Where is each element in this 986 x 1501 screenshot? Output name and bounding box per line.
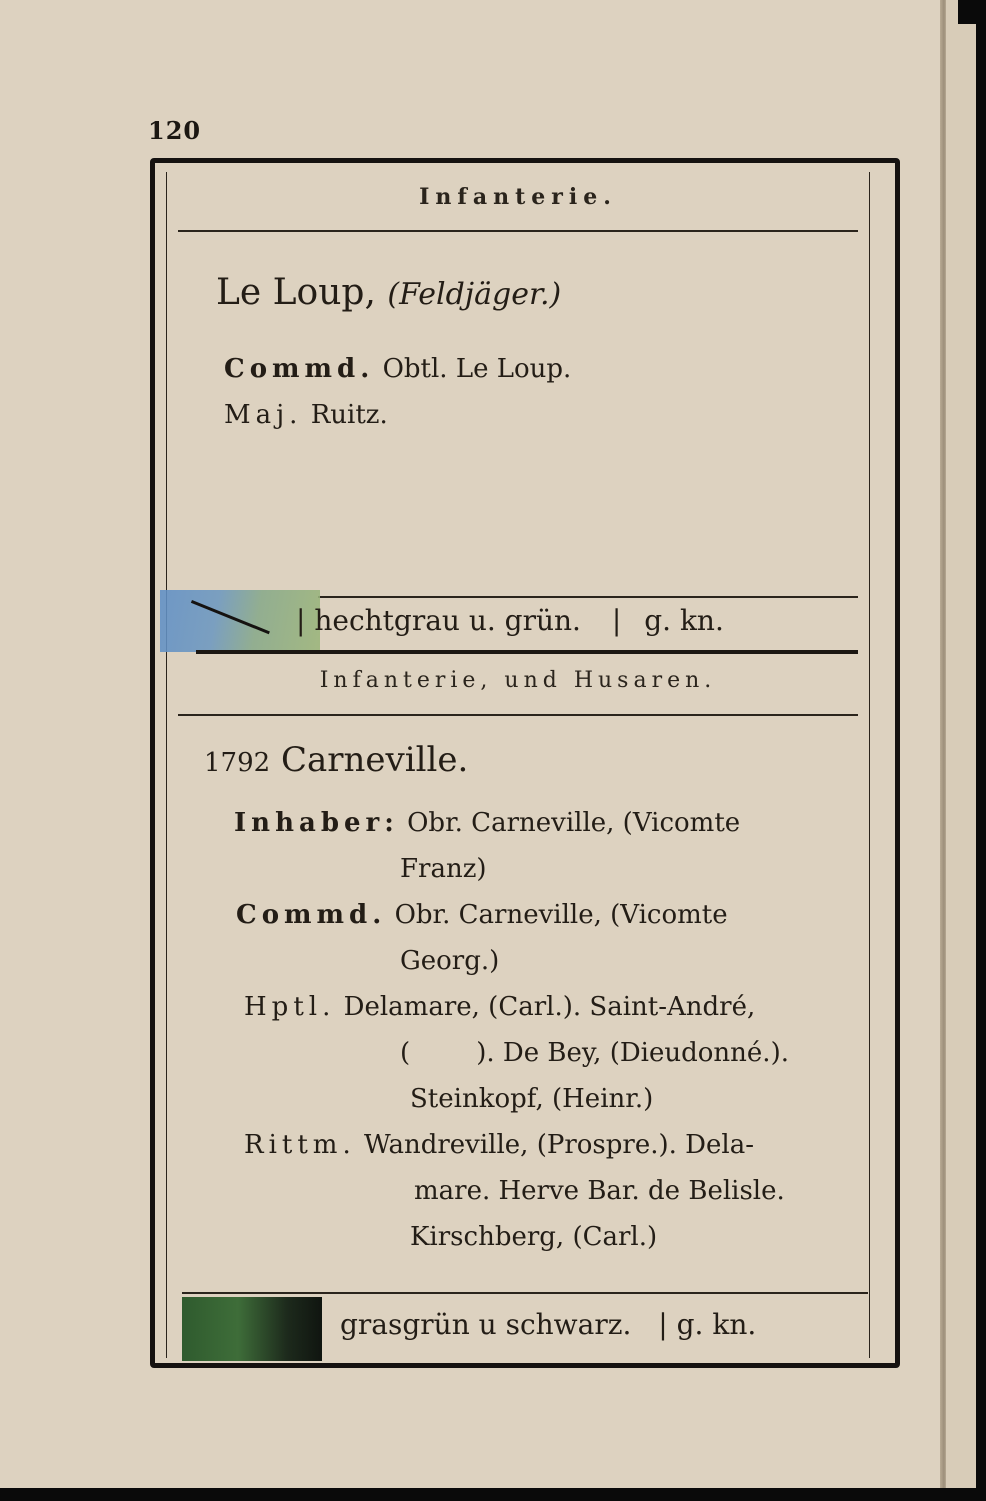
uniform2-buttons: g. kn.: [676, 1308, 757, 1341]
entry-text: Wandreville, (Prospre.). Dela-: [363, 1130, 754, 1160]
section2-header-rule: [178, 714, 858, 716]
entry-text: Ruitz.: [310, 400, 388, 430]
section1-line-commd: [224, 354, 571, 384]
section1-title-note: (Feldjäger.): [387, 277, 562, 312]
uniform1-top-rule: [318, 596, 858, 598]
uniform2-line: [340, 1308, 756, 1341]
entry-text: Kirschberg, (Carl.): [410, 1222, 658, 1252]
entry-text: ( ). De Bey, (Dieudonné.).: [400, 1038, 789, 1068]
entry-continuation: [400, 946, 499, 976]
uniform2-top-rule: [182, 1292, 868, 1294]
entry-continuation: [400, 1038, 789, 1068]
uniform1-colors: hechtgrau u. grün.: [314, 604, 581, 637]
section1-title-name: Le Loup,: [216, 272, 376, 313]
entry-text: Obr. Carneville, (Vicomte: [394, 900, 728, 930]
section2-title-name: Carneville.: [280, 740, 469, 780]
entry-continuation: [414, 1176, 785, 1206]
entry-commd: [236, 900, 728, 930]
rank-label: Maj.: [224, 400, 303, 430]
entry-rittm: [244, 1130, 754, 1160]
section1-header: Infanterie.: [419, 184, 617, 210]
section1-header-rule: [178, 230, 858, 232]
entry-text: Steinkopf, (Heinr.): [410, 1084, 654, 1114]
entry-inhaber: [234, 808, 740, 838]
uniform1-line: [296, 604, 724, 637]
entry-text: Delamare, (Carl.). Saint-André,: [343, 992, 756, 1022]
entry-text: mare. Herve Bar. de Belisle.: [414, 1176, 785, 1206]
rank-label: Commd.: [236, 900, 387, 930]
separator: |: [296, 604, 306, 637]
entry-text: Obr. Carneville, (Vicomte: [407, 808, 741, 838]
scan-border-right: [976, 20, 986, 1501]
uniform2-colors: grasgrün u schwarz.: [340, 1308, 632, 1341]
section2-year: 1792: [204, 748, 271, 778]
page-number: 120: [148, 116, 202, 145]
entry-hptl: [244, 992, 755, 1022]
rank-label: Hptl.: [244, 992, 336, 1022]
section1-line-maj: [224, 400, 388, 430]
entry-continuation: [410, 1084, 653, 1114]
section1-bottom-rule: [196, 650, 858, 654]
rank-label: Commd.: [224, 354, 375, 384]
rank-label: Inhaber:: [234, 808, 399, 838]
uniform1-buttons: g. kn.: [644, 604, 724, 637]
separator: |: [611, 604, 622, 637]
separator: |: [658, 1308, 668, 1341]
entry-continuation: [410, 1222, 657, 1252]
scan-border-bottom: [0, 1488, 986, 1501]
entry-continuation: [400, 854, 487, 884]
section2-header: Infanterie, und Husaren.: [319, 668, 717, 693]
section1-title: [216, 272, 561, 313]
entry-text: Franz): [400, 854, 487, 884]
rank-label: Rittm.: [244, 1130, 356, 1160]
entry-text: Obtl. Le Loup.: [382, 354, 572, 384]
section2-title: [204, 740, 468, 780]
entry-text: Georg.): [400, 946, 500, 976]
uniform2-color-swatch: [182, 1297, 322, 1361]
